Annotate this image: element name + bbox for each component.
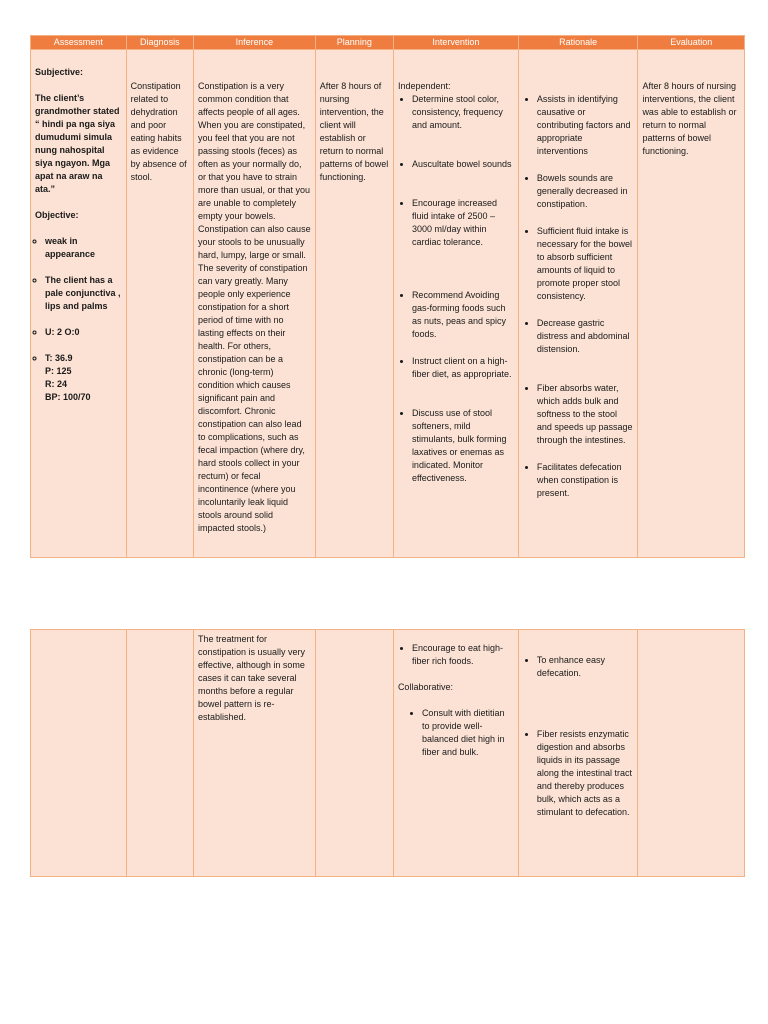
care-plan-table-continued <box>30 629 745 877</box>
objective-label: Objective: <box>35 210 79 220</box>
planning-cell <box>315 630 393 877</box>
rationale-item: • Assists in identifying causative or contributing factors and appropriate interventions <box>537 93 634 158</box>
intervention-list <box>398 707 514 759</box>
objective-list <box>35 352 122 404</box>
intervention-item: • Encourage increased fluid intake of 2500 – 3000 ml/day within cardiac tolerance. <box>412 197 514 249</box>
assessment-cell <box>31 50 127 558</box>
header-assessment: Assessment <box>31 36 127 50</box>
intervention-item: • Auscultate bowel sounds <box>412 158 514 171</box>
header-inference: Inference <box>194 36 316 50</box>
intervention-item: • Consult with dietitian to provide well-balanced diet high in fiber and bulk. <box>422 707 514 759</box>
evaluation-cell <box>638 630 745 877</box>
rationale-item: • Sufficient fluid intake is necessary for the bowel to absorb sufficient amounts of liquid to promote proper stool consistency. <box>537 225 634 303</box>
objective-list <box>35 326 122 339</box>
diagnosis-cell: Constipation related to dehydration and poor eating habits as evidence by absence of stool. <box>126 50 193 558</box>
objective-item: ◦ weak in appearance <box>45 235 122 261</box>
rationale-item: • Fiber resists enzymatic digestion and absorbs liquids in its passage along the intestinal tract and thereby produces bulk, which acts as a stimulant to defecation. <box>537 728 634 819</box>
rationale-list <box>523 654 634 819</box>
vital-signs: ◦ T: 36.9 P: 125 R: 24 BP: 100/70 <box>45 352 122 404</box>
objective-list <box>35 274 122 313</box>
objective-item: ◦ U: 2 O:0 <box>45 326 122 339</box>
rationale-list <box>523 93 634 500</box>
rationale-cell <box>518 630 638 877</box>
rationale-item: • Facilitates defecation when constipation is present. <box>537 461 634 500</box>
intervention-cell <box>393 630 518 877</box>
header-evaluation: Evaluation <box>638 36 745 50</box>
rationale-item: • Bowels sounds are generally decreased in constipation. <box>537 172 634 211</box>
objective-list <box>35 235 122 261</box>
table-row <box>31 50 745 558</box>
subjective-text: The client’s grandmother stated “ hindi pa nga siya dumudumi simula nung nahospital siya ngayon. Mga apat na araw na ata.” <box>35 93 120 194</box>
intervention-cell <box>393 50 518 558</box>
independent-label: Independent: <box>397 81 451 91</box>
intervention-item: • Encourage to eat high-fiber rich foods. <box>412 642 514 668</box>
objective-item: ◦ The client has a pale conjunctiva , lips and palms <box>45 274 122 313</box>
intervention-item: • Determine stool color, consistency, frequency and amount. <box>412 93 514 132</box>
evaluation-cell: After 8 hours of nursing interventions, the client was able to establish or return to normal patterns of bowel functioning. <box>638 50 745 558</box>
intervention-item: • Discuss use of stool softeners, mild stimulants, bulk forming laxatives or enemas as indicated. Monitor effectiveness. <box>412 407 514 485</box>
care-plan-table <box>30 35 745 558</box>
table-row <box>31 630 745 877</box>
diagnosis-cell <box>126 630 193 877</box>
rationale-item: • Decrease gastric distress and abdominal distension. <box>537 317 634 356</box>
planning-cell: After 8 hours of nursing intervention, the client will establish or return to normal patterns of bowel functioning. <box>315 50 393 558</box>
inference-cell: Constipation is a very common condition that affects people of all ages. When you are constipated, you feel that you are not passing stools (feces) as often as your normally do, or that you have to strain more than usual, or that you are unable to completely empty your bowels. Constipation can also cause your stools to be unusually hard, lumpy, large or small. The severity of constipation can vary greatly. Many people only experience constipation for a short period of time with no lasting effects on their health. For others, constipation can be a chronic (long-term) condition which causes significant pain and discomfort. Chronic constipation can also lead to complications, such as fecal impaction (where dry, hard stools collect in your rectum) or fecal incontinence (where you incoluntarily leak liquid stools around solid impacted stools.) <box>194 50 316 558</box>
rationale-item: • Fiber absorbs water, which adds bulk and softness to the stool and speeds up passage through the intestines. <box>537 382 634 447</box>
header-rationale: Rationale <box>518 36 638 50</box>
intervention-item: • Instruct client on a high-fiber diet, as appropriate. <box>412 355 514 381</box>
intervention-item: • Recommend Avoiding gas-forming foods such as nuts, peas and spicy foods. <box>412 289 514 341</box>
intervention-list <box>398 93 514 485</box>
collaborative-label: Collaborative: <box>397 682 453 692</box>
header-intervention: Intervention <box>393 36 518 50</box>
intervention-list <box>398 642 514 668</box>
header-row <box>31 36 745 50</box>
rationale-item: • To enhance easy defecation. <box>537 654 634 680</box>
assessment-cell <box>31 630 127 877</box>
header-planning: Planning <box>315 36 393 50</box>
inference-cell: The treatment for constipation is usually very effective, although in some cases it can take several months before a regular bowel pattern is re-established. <box>194 630 316 877</box>
subjective-label: Subjective: <box>35 67 84 77</box>
header-diagnosis: Diagnosis <box>126 36 193 50</box>
rationale-cell <box>518 50 638 558</box>
